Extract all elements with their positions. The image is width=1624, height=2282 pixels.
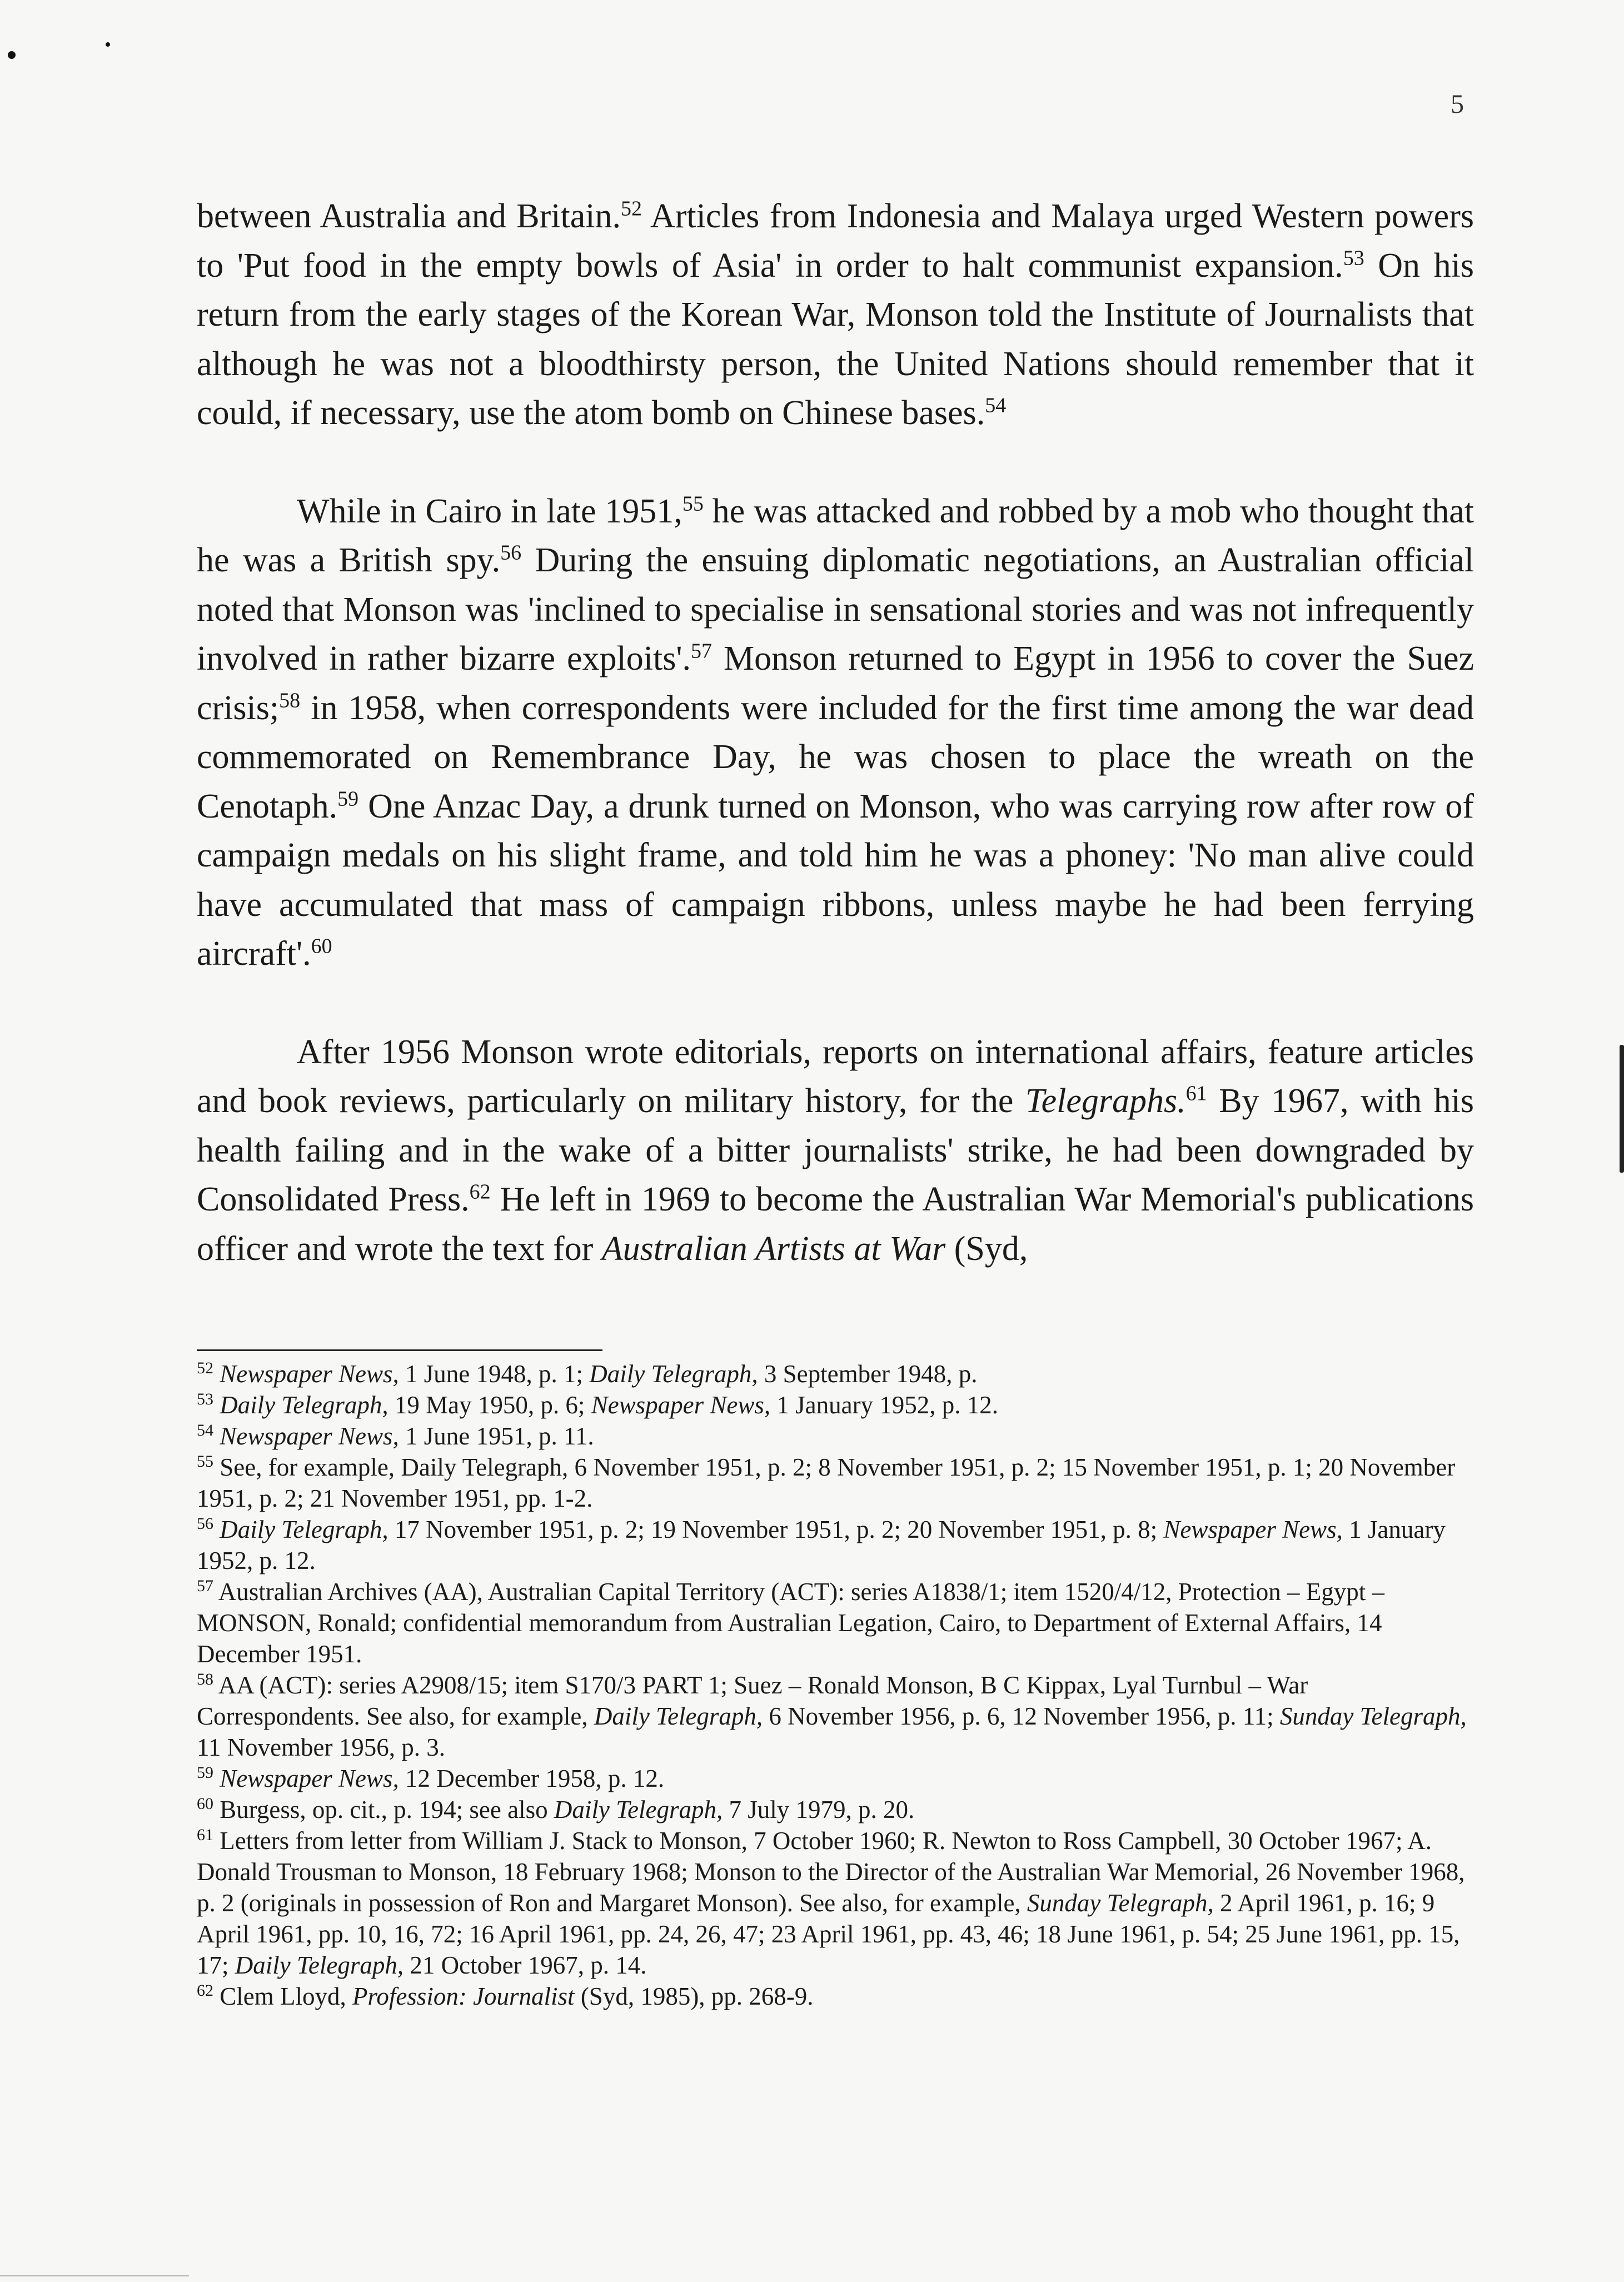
text-run: 1 January 1952, p. 12. xyxy=(770,1391,999,1419)
text-run: Articles from Indonesia and Malaya urged Western powers to 'Put food in the empty bowls of Asia' in order to halt communist expansion. xyxy=(197,197,1474,285)
footnote-ref: 57 xyxy=(691,639,712,663)
text-run: Letters from letter from William J. Stack to Monson, 7 October 1960; R. Newton to Ross Campbell, 30 October 1967; A. Donald Trousman to Monson, 18 February 1968; Monson to the Director of the Australian War Memorial, 26 November 1968, p. 2 (originals in possession of Ron and Margaret Monson). See also, for example, xyxy=(197,1827,1465,1917)
text-run: Monson returned to Egypt in 1956 to cover the Suez crisis; xyxy=(197,640,1474,727)
footnote-ref: 55 xyxy=(682,491,704,515)
text-run: One Anzac Day, a drunk turned on Monson, who was carrying row after row of campaign medals on his slight frame, and told him he was a phoney: 'No man alive could have accumulated that mass of campaign ribbons, unless maybe he had been ferrying aircraft'. xyxy=(197,787,1474,973)
italic-text: Sunday Telegraph, xyxy=(1279,1702,1467,1730)
footnote xyxy=(197,1794,1474,1825)
footnote-number: 57 xyxy=(197,1577,213,1595)
footnote xyxy=(197,1763,1474,1794)
footnote-number: 61 xyxy=(197,1826,213,1844)
footnote-number: 59 xyxy=(197,1763,213,1782)
italic-text: Daily Telegraph, xyxy=(220,1516,388,1543)
text-run: 1 January 1952, p. 12. xyxy=(197,1516,1446,1575)
footnote-ref: 54 xyxy=(985,393,1007,417)
text-run: 6 November 1956, p. 6, 12 November 1956, p. 11; xyxy=(763,1702,1280,1730)
scan-edge-mark xyxy=(1620,1045,1624,1173)
footnote-ref: 56 xyxy=(500,541,522,565)
text-run: 12 December 1958, p. 12. xyxy=(398,1765,665,1792)
text-run: 7 July 1979, p. 20. xyxy=(723,1796,915,1823)
footnote-number: 55 xyxy=(197,1452,213,1471)
text-run: 2 April 1961, p. 16; 9 April 1961, pp. 10, 16, 72; 16 April 1961, pp. 24, 26, 47; 23 April 1961, pp. 43, 46; 18 June 1961, p. 54; 25 June 1961, pp. 15, 17; xyxy=(197,1889,1460,1979)
footnote-ref: 60 xyxy=(311,934,332,958)
footnote-ref: 52 xyxy=(620,197,642,221)
text-run: in 1958, when correspondents were included for the first time among the war dead commemorated on Remembrance Day, he was chosen to place the wreath on the Cenotaph. xyxy=(197,689,1474,825)
text-run: (Syd, xyxy=(945,1229,1028,1268)
italic-text: Newspaper News, xyxy=(220,1360,399,1388)
italic-text: Profession: Journalist xyxy=(352,1982,575,2010)
footnote xyxy=(197,1981,1474,2012)
footnote-ref: 59 xyxy=(337,786,359,810)
italic-text: Telegraphs. xyxy=(1025,1082,1186,1120)
scan-edge-mark xyxy=(0,2275,189,2276)
footnote xyxy=(197,1576,1474,1670)
footnote-number: 60 xyxy=(197,1795,213,1813)
paragraph xyxy=(197,1028,1474,1274)
footnote-ref: 58 xyxy=(279,688,301,712)
text-run: 17 November 1951, p. 2; 19 November 1951, p. 2; 20 November 1951, p. 8; xyxy=(388,1516,1164,1543)
footnote-ref: 61 xyxy=(1185,1082,1207,1105)
text-run: Burgess, op. cit., p. 194; see also xyxy=(220,1796,554,1823)
footnote-number: 58 xyxy=(197,1670,213,1688)
text-run: 21 October 1967, p. 14. xyxy=(403,1951,647,1979)
italic-text: Newspaper News, xyxy=(591,1391,771,1419)
footnote xyxy=(197,1452,1474,1514)
italic-text: Daily Telegraph, xyxy=(594,1702,763,1730)
footnote-number: 56 xyxy=(197,1514,213,1533)
text-run: During the ensuing diplomatic negotiations, an Australian official noted that Monson was 'inclined to specialise in sensational stories and was not infrequently involved in rather bizarre exploits'. xyxy=(197,541,1474,677)
text-run: 11 November 1956, p. 3. xyxy=(197,1733,446,1761)
italic-text: Daily Telegraph, xyxy=(589,1360,758,1388)
text-run: Australian Archives (AA), Australian Capital Territory (ACT): series A1838/1; item 1520/4/12, Protection – Egypt – MONSON, Ronald; confidential memorandum from Australian Legation, Cairo, to Department of External Affairs, 14 December 1951. xyxy=(197,1578,1384,1668)
italic-text: Daily Telegraph, xyxy=(220,1391,388,1419)
italic-text: Newspaper News, xyxy=(220,1765,399,1792)
paragraph xyxy=(197,192,1474,438)
text-run: See, for example, Daily Telegraph, 6 November 1951, p. 2; 8 November 1951, p. 2; 15 November 1951, p. 1; 20 November 1951, p. 2; 21 November 1951, pp. 1-2. xyxy=(197,1453,1456,1512)
text-run: Clem Lloyd, xyxy=(220,1982,352,2010)
text-run: While in Cairo in late 1951, xyxy=(297,492,683,530)
footnote-ref: 53 xyxy=(1343,246,1364,270)
text-run: 19 May 1950, p. 6; xyxy=(388,1391,591,1419)
footnote-ref: 62 xyxy=(469,1180,491,1204)
text-run: On his return from the early stages of the Korean War, Monson told the Institute of Journalists that although he was not a bloodthirsty person, the United Nations should remember that it could, if necessary, use the atom bomb on Chinese bases. xyxy=(197,246,1474,432)
footnote xyxy=(197,1389,1474,1421)
italic-text: Newspaper News, xyxy=(220,1422,399,1450)
footnote xyxy=(197,1825,1474,1981)
footnote xyxy=(197,1358,1474,1389)
footnote xyxy=(197,1670,1474,1763)
italic-text: Australian Artists at War xyxy=(601,1229,946,1268)
italic-text: Newspaper News, xyxy=(1163,1516,1343,1543)
text-run: 3 September 1948, p. xyxy=(758,1360,978,1388)
page-number: 5 xyxy=(1451,89,1464,119)
text-run: (Syd, 1985), pp. 268-9. xyxy=(574,1982,814,2010)
footnote xyxy=(197,1421,1474,1452)
text-run: he was attacked and robbed by a mob who thought that he was a British spy. xyxy=(197,492,1474,579)
footnote xyxy=(197,1514,1474,1576)
footnote-number: 53 xyxy=(197,1390,213,1408)
footnote-number: 54 xyxy=(197,1421,213,1439)
text-run: between Australia and Britain. xyxy=(197,197,621,235)
body-text xyxy=(197,192,1474,1273)
italic-text: Daily Telegraph, xyxy=(235,1951,404,1979)
scan-speck xyxy=(106,42,110,47)
footnote-number: 52 xyxy=(197,1359,213,1377)
text-run: AA (ACT): series A2908/15; item S170/3 PART 1; Suez – Ronald Monson, B C Kippax, Lyal Turnbul – War Correspondents. See also, for example, xyxy=(197,1671,1308,1730)
text-run: 1 June 1948, p. 1; xyxy=(398,1360,590,1388)
paragraph xyxy=(197,487,1474,979)
italic-text: Daily Telegraph, xyxy=(554,1796,723,1823)
footnote-number: 62 xyxy=(197,1981,213,2000)
text-run: 1 June 1951, p. 11. xyxy=(398,1422,594,1450)
italic-text: Sunday Telegraph, xyxy=(1027,1889,1214,1917)
footnote-separator xyxy=(197,1349,602,1351)
text-run: After 1956 Monson wrote editorials, reports on international affairs, feature articles and book reviews, particularly on military history, for the xyxy=(197,1033,1474,1120)
text-run: He left in 1969 to become the Australian War Memorial's publications officer and wrote the text for xyxy=(197,1180,1474,1268)
text-run: By 1967, with his health failing and in the wake of a bitter journalists' strike, he had been downgraded by Consolidated Press. xyxy=(197,1082,1474,1218)
footnotes xyxy=(197,1358,1474,2012)
scan-speck xyxy=(8,51,16,59)
